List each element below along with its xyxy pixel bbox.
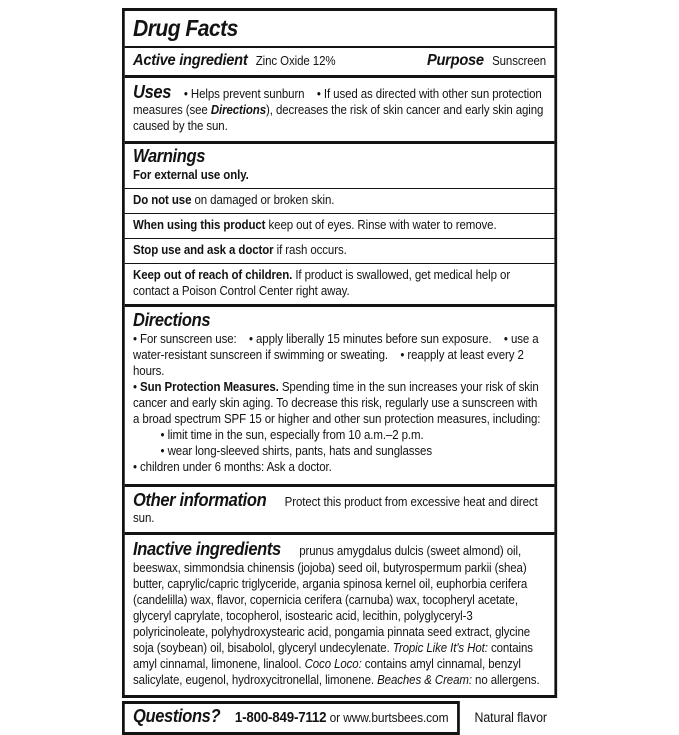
warnings-row-external-use xyxy=(125,144,555,188)
section-other-information xyxy=(125,484,555,533)
uses-header: Uses xyxy=(133,81,172,102)
warning-do-not-use-lead: Do not use xyxy=(133,192,192,207)
active-ingredient-value: Zinc Oxide 12% xyxy=(255,53,336,68)
natural-flavor-note: Natural flavor xyxy=(474,710,547,726)
active-ingredient-header: Active ingredient xyxy=(133,51,248,69)
scent-coco-allergens: contains amyl cinnamal, benzyl salicylate, eugenol, hydroxycitronellal, limonene. xyxy=(133,657,524,688)
directions-sub-limit-time: • limit time in the sun, especially from 10 a.m.–2 p.m. xyxy=(160,427,424,442)
active-ingredient-row xyxy=(133,52,546,70)
purpose-header: Purpose xyxy=(426,51,484,69)
sun-protection-bullet: • xyxy=(133,379,141,394)
section-inactive-ingredients xyxy=(125,532,555,695)
warning-do-not-use-text: on damaged or broken skin. xyxy=(191,192,335,207)
directions-sub-wear-clothing: • wear long-sleeved shirts, pants, hats and sunglasses xyxy=(160,443,432,458)
other-information-row xyxy=(133,490,546,527)
warnings-row-stop-use xyxy=(125,238,555,263)
warning-keep-out-lead: Keep out of reach of children. xyxy=(133,267,293,282)
directions-usage-line: • For sunscreen use: • apply liberally 15 minutes before sun exposure. • use a water-resistant sunscreen if swimming or sweating. • reapply at least every 2 hours. xyxy=(133,331,542,378)
section-warnings xyxy=(125,141,555,304)
uses-text: • Helps prevent sunburn • If used as directed with other sun protection measures (see xyxy=(133,86,545,118)
directions-children-note: • children under 6 months: Ask a doctor. xyxy=(133,459,332,474)
warning-stop-use-text: if rash occurs. xyxy=(273,242,347,257)
questions-contact xyxy=(235,710,449,726)
warning-when-using-lead: When using this product xyxy=(133,217,266,232)
scent-tropic-allergens: contains amyl cinnamal, limonene, linalool. xyxy=(133,641,537,672)
scent-name-coco-loco: Coco Loco: xyxy=(304,657,362,672)
section-uses xyxy=(125,75,555,142)
drug-facts-label xyxy=(122,8,557,735)
warnings-row-keep-out-of-reach xyxy=(125,263,555,304)
warnings-row-when-using xyxy=(125,213,555,238)
directions-header: Directions xyxy=(133,309,211,330)
directions-sun-protection xyxy=(133,379,546,427)
scent-name-beaches-cream: Beaches & Cream: xyxy=(377,673,472,688)
warnings-row-do-not-use xyxy=(125,188,555,213)
questions-box xyxy=(122,701,460,735)
section-active-ingredient xyxy=(125,46,555,75)
scent-name-tropic: Tropic Like It's Hot: xyxy=(392,641,488,656)
questions-website: or www.burtsbees.com xyxy=(326,710,449,726)
uses-directions-ref: Directions xyxy=(210,103,267,118)
warning-external-use: For external use only. xyxy=(133,167,249,182)
warning-stop-use-lead: Stop use and ask a doctor xyxy=(133,242,274,257)
uses-paragraph xyxy=(133,82,546,135)
active-ingredient-cell xyxy=(133,52,335,70)
other-information-text: Protect this product from excessive heat and direct sun. xyxy=(133,494,538,526)
scent-beaches-allergens: no allergens. xyxy=(471,673,540,688)
sun-protection-text: Spending time in the sun increases your risk of skin cancer and early skin aging. To decrease this risk, regularly use a sunscreen with a broad spectrum SPF 15 or higher and other sun protection measures, including: xyxy=(133,379,542,426)
sun-protection-lead: Sun Protection Measures. xyxy=(140,379,279,394)
drug-facts-title: Drug Facts xyxy=(133,15,238,41)
questions-header: Questions? xyxy=(133,706,221,727)
questions-phone: 1-800-849-7112 xyxy=(234,710,327,727)
purpose-cell xyxy=(427,52,546,70)
inactive-ingredients-header: Inactive ingredients xyxy=(133,539,281,560)
footer-row xyxy=(122,701,557,735)
inactive-ingredients-list: prunus amygdalus dulcis (sweet almond) oil, beeswax, simmondsia chinensis (jojoba) seed oil, butyrospermum parkii (shea) butter, caprylic/capric triglyceride, argania spinosa kernel oil, euphorbia cerifera (candelilla) wax, flavor, copernicia cerifera (carnuba) wax, tocopheryl acetate, glyceryl caprylate, tocopherol, isostearic acid, lecithin, polyglyceryl-3 polyricinoleate, polyhydroxystearic acid, pongamia pinnata seed extract, glycine soja (soybean) oil, bisabolol, glyceryl undecylenate. xyxy=(133,544,534,656)
warnings-header: Warnings xyxy=(133,146,206,167)
inactive-ingredients-paragraph xyxy=(133,539,546,688)
drug-facts-box xyxy=(122,8,557,698)
warning-when-using-text: keep out of eyes. Rinse with water to remove. xyxy=(265,217,497,232)
section-directions xyxy=(125,304,555,484)
section-drug-facts-title xyxy=(125,11,555,46)
purpose-value: Sunscreen xyxy=(492,53,547,68)
warning-keep-out-text: If product is swallowed, get medical help or contact a Poison Control Center right away. xyxy=(133,267,514,298)
uses-text-cont: ), decreases the risk of skin cancer and early skin aging caused by the sun. xyxy=(133,103,547,134)
other-information-header: Other information xyxy=(133,489,267,510)
